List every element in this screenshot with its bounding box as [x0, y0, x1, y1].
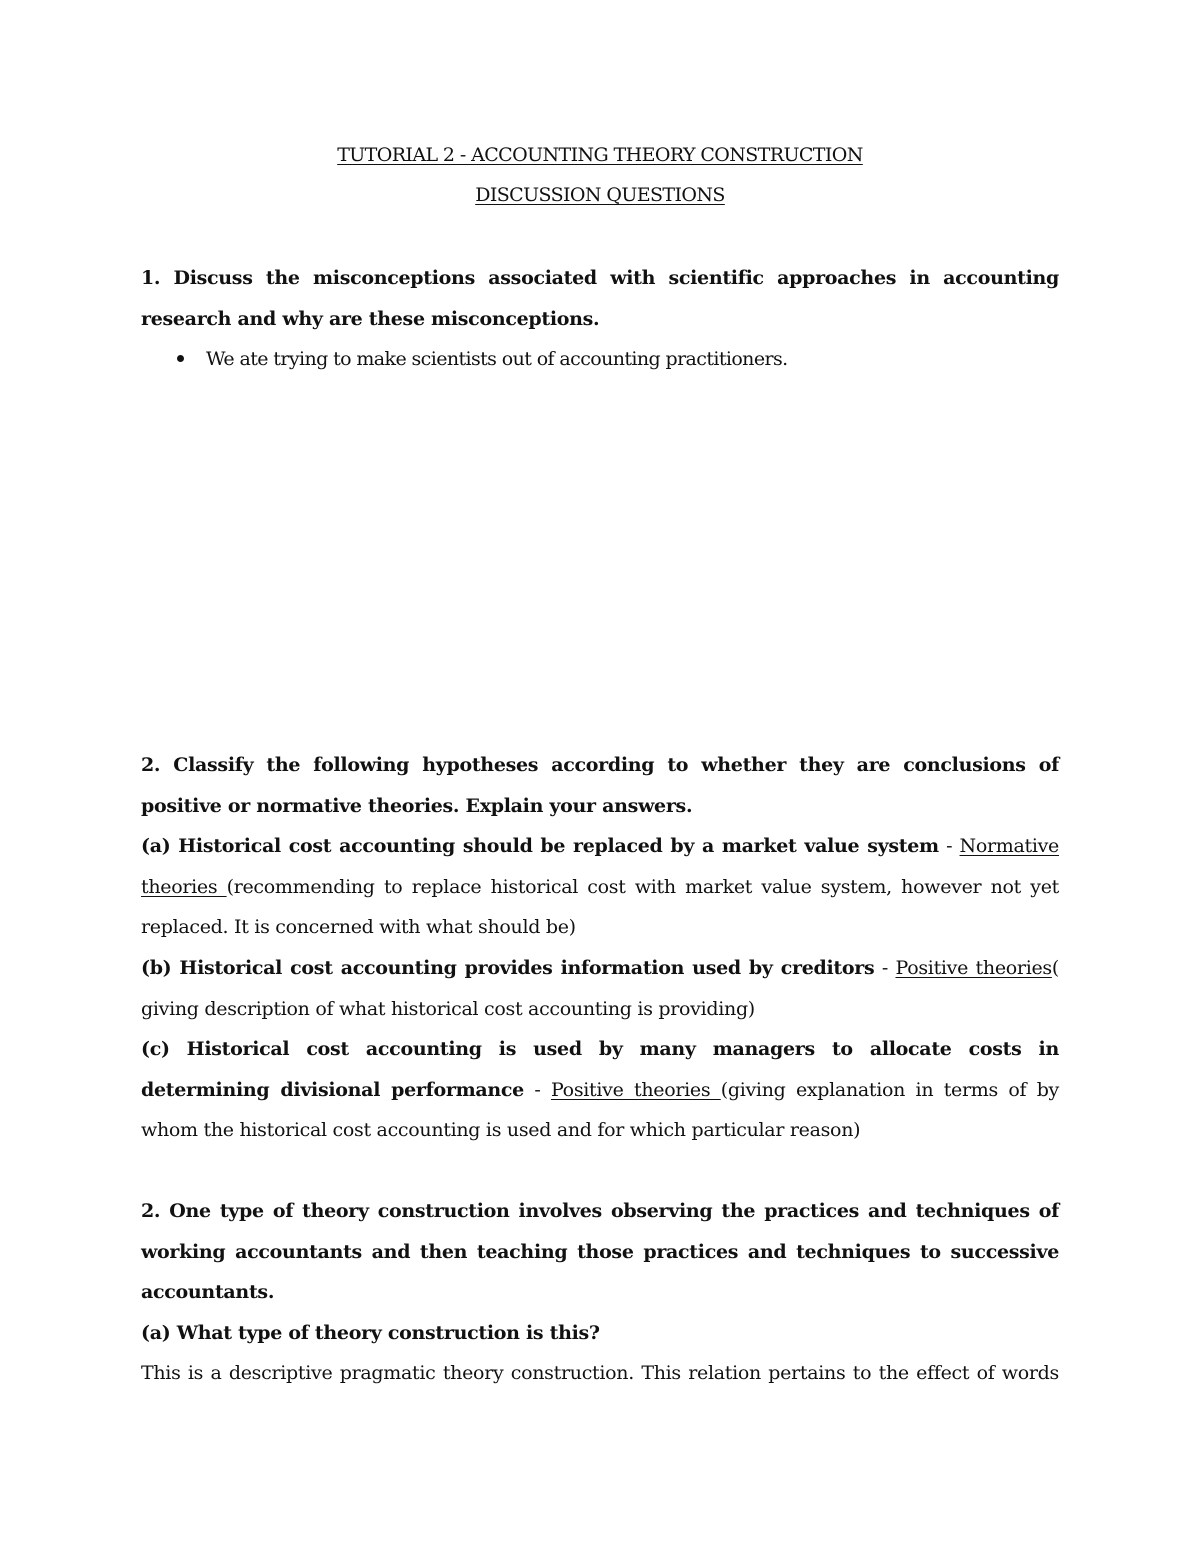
question-2b-dash: -	[874, 957, 896, 979]
question-3	[141, 1191, 1059, 1313]
question-2-text: 2. Classify the following hypotheses according to whether they are conclusions of positive or normative theories. Explain your answers.	[141, 754, 1059, 817]
question-3-answer-text: This is a descriptive pragmatic theory construction. This relation pertains to the effect of words	[141, 1362, 1059, 1384]
question-1-bullet	[177, 339, 788, 379]
question-2c-label: (c) Historical cost accounting is used by many managers to allocate costs in determining divisional performance	[141, 1038, 1059, 1101]
bullet-icon	[177, 355, 184, 362]
question-1-text: 1. Discuss the misconceptions associated with scientific approaches in accounting research and why are these misconceptions.	[141, 267, 1059, 330]
question-2	[141, 745, 1059, 826]
question-2a-answer: Normative theories	[141, 835, 1059, 898]
question-2a-label: (a) Historical cost accounting should be replaced by a market value system	[141, 835, 939, 857]
question-2b-label: (b) Historical cost accounting provides information used by creditors	[141, 957, 875, 979]
question-2c-answer: Positive theories	[550, 1078, 721, 1101]
question-2b-answer: Positive theories	[895, 957, 1052, 979]
question-2c-dash: -	[523, 1078, 551, 1101]
question-3a-text: (a) What type of theory construction is this?	[141, 1322, 600, 1344]
question-3-part-a	[141, 1313, 1059, 1354]
question-2a-explanation: (recommending to replace historical cost with market value system, however not yet replaced. It is concerned with what should be)	[141, 875, 1059, 939]
question-2-part-c	[141, 1029, 1059, 1151]
question-3-answer	[141, 1353, 1059, 1394]
question-3-text: 2. One type of theory construction involves observing the practices and techniques of working accountants and then teaching those practices and techniques to successive accountants.	[141, 1200, 1059, 1304]
question-1	[141, 258, 1059, 339]
document-subtitle: DISCUSSION QUESTIONS	[475, 184, 725, 206]
question-2c-explanation: (giving explanation in terms of by whom the historical cost accounting is used and for which particular reason)	[141, 1078, 1059, 1142]
question-2b-explanation: ( giving description of what historical cost accounting is providing)	[141, 957, 1059, 1020]
question-1-bullet-text: We ate trying to make scientists out of accounting practitioners.	[206, 348, 788, 370]
question-2-part-b	[141, 948, 1059, 1029]
question-2-part-a	[141, 826, 1059, 948]
question-2a-dash: -	[938, 835, 960, 857]
document-title: TUTORIAL 2 - ACCOUNTING THEORY CONSTRUCTION	[337, 144, 863, 166]
